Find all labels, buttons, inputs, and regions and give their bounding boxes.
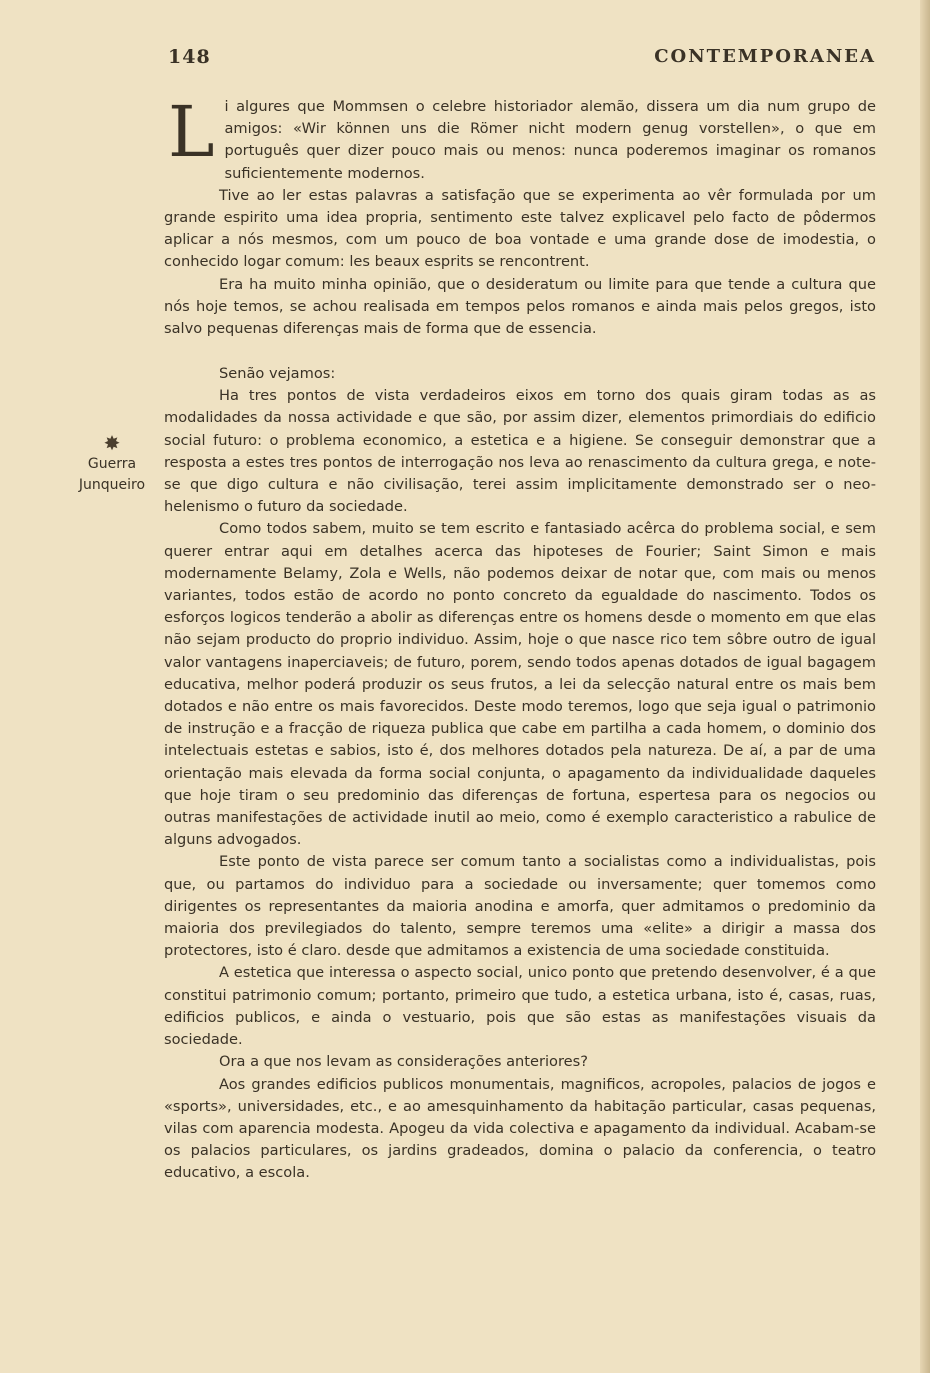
paragraph-1-text: i algures que Mommsen o celebre historiador alemão, dissera um dia num grupo de amigos: «Wir können uns die Römer nicht modern genug vorstellen», o que em português quer dizer pouco mais ou menos: nunca poderemos imaginar os romanos suficientemente modernos. [224,98,876,182]
paragraph-5: Ha tres pontos de vista verdadeiros eixos em torno dos quais giram todas as as modalidades da nossa actividade e que são, por assim dizer, elementos primordiais do edificio social futuro: o problema economico, a estetica e a higiene. Se conseguir demonstrar que a resposta a estes tres pontos de interrogação nos leva ao renascimento da cultura grega, e note-se que digo cultura e não civilisação, terei assim implicitamente demonstrado ser o neo-helenismo o futuro da sociedade. [164,387,876,516]
paragraph-3: Era ha muito minha opinião, que o desideratum ou limite para que tende a cultura que nós hoje temos, se achou realisada em tempos pelos romanos e ainda mais pelos gregos, isto salvo pequenas diferenças mais de forma que de essencia. [164,275,876,338]
paragraph-6: Como todos sabem, muito se tem escrito e fantasiado acêrca do problema social, e sem querer entrar aqui em detalhes acerca das hipoteses de Fourier; Saint Simon e mais modernamente Belamy, Zola e Wells, não podemos deixar de notar que, com mais ou menos variantes, todos estão de acordo no ponto concreto da egualdade do nascimento. Todos os esforços logicos tenderão a abolir as diferenças entre os homens desde o momento em que elas não sejam producto do proprio individuo. Assim, hoje o que nasce rico tem sôbre outro de igual valor vantagens inaperciaveis; de futuro, porem, sendo todos apenas dotados de igual bagagem educativa, melhor poderá produzir os seus frutos, a lei da selecção natural entre os mais bem dotados e não entre os mais favorecidos. Deste modo teremos, logo que seja igual o patrimonio de instrução e a fracção de riqueza publica que cabe em partilha a cada homem, o dominio dos intelectuais estetas e sabios, isto é, dos melhores dotados pela natureza. De aí, a par de uma orientação mais elevada da forma social conjunta, o apagamento da individualidade daqueles que hoje tiram o seu predominio das diferenças de fortuna, espertesa para os negocios ou outras manifestações de actividade inutil ao meio, como é exemplo caracteristico a rabulice de alguns advogados. [164,520,876,849]
drop-cap: L [168,91,215,173]
margin-note-line1: Guerra [87,456,137,472]
star-ornament-icon: ✸ [103,431,121,455]
page-edge [920,0,930,1373]
paragraph-1 [164,91,876,185]
paragraph-8: A estetica que interessa o aspecto social, unico ponto que pretendo desenvolver, é a que constitui patrimonio comum; portanto, primeiro que tudo, a estetica urbana, isto é, casas, ruas, edificios publicos, e ainda o vestuario, pois que são estas as manifestações visuais da sociedade. [164,964,876,1049]
paragraph-10: Aos grandes edificios publicos monumentais, magnificos, acropoles, palacios de jogos e «sports», universidades, etc., e ao amesquinhamento da habitação particular, casas pequenas, vilas com aparencia modesta. Apogeu da vida colectiva e apagamento da individual. Acabam-se os palacios particulares, os jardins gradeados, domina o palacio da conferencia, o teatro educativo, a escola. [164,1075,876,1182]
page-header [168,46,876,74]
page-number: 148 [168,46,211,68]
paragraph-2: Tive ao ler estas palavras a satisfação que se experimenta ao vêr formulada por um grande espirito uma idea propria, sentimento este talvez explicavel pelo facto de pôdermos aplicar a nós mesmos, com um pouco de boa vontade e uma grande dose de imodestia, o conhecido logar comum: les beaux esprits se rencontrent. [164,186,876,271]
paragraph-7: Este ponto de vista parece ser comum tanto a socialistas como a individualistas, pois que, ou partamos do individuo para a sociedade ou inversamente; quer tomemos como dirigentes os representantes da maioria anodina e amorfa, quer admitamos o predominio da maioria dos previlegiados do talento, sempre teremos uma «elite» a dirigir a massa dos protectores, isto é claro. desde que admitamos a existencia de uma sociedade constituida. [164,853,876,960]
paragraph-4: Senão vejamos: [219,365,336,382]
margin-note [70,432,154,496]
article-intro [164,91,876,340]
margin-note-line2: Junqueiro [78,477,146,493]
article-body [164,363,876,1185]
paragraph-9: Ora a que nos levam as considerações anteriores? [219,1053,588,1071]
running-title: CONTEMPORANEA [654,46,876,67]
